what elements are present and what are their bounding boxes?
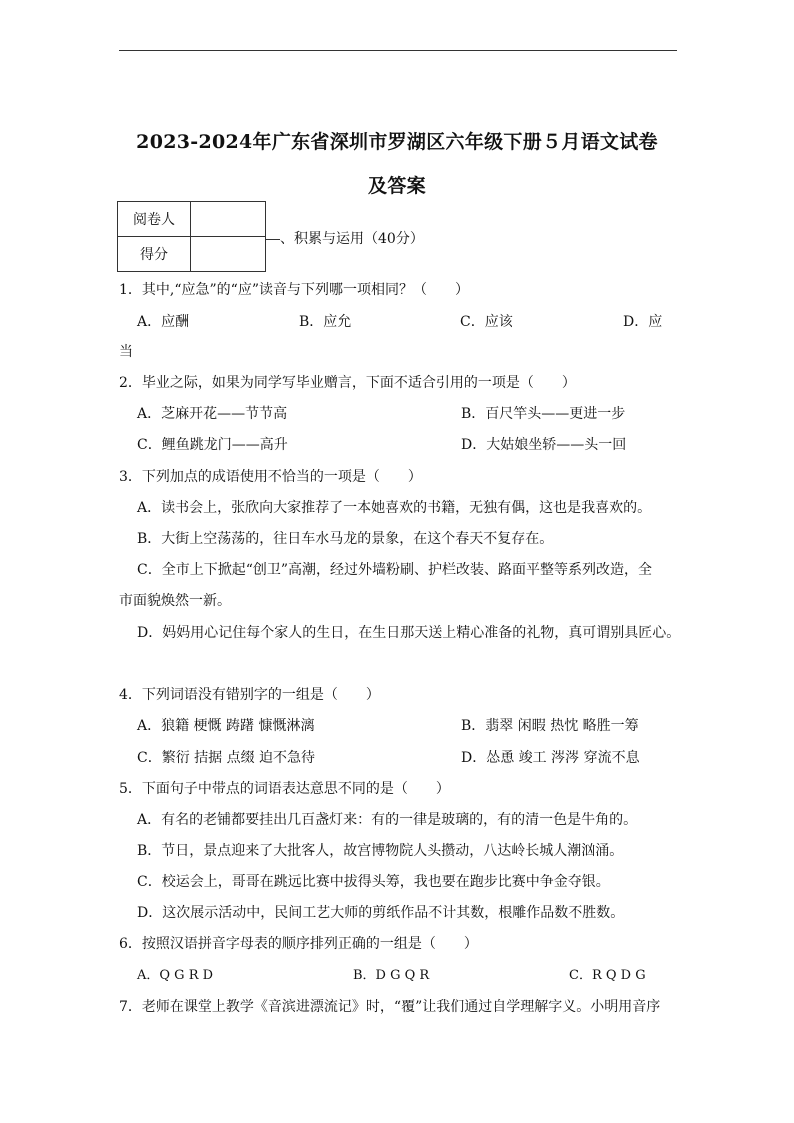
- q1-option-c: C．应该: [460, 314, 513, 330]
- q1-option-b: B．应允: [299, 314, 352, 330]
- q3-stem: 3．下列加点的成语使用不恰当的一项是（ ）: [119, 469, 422, 485]
- q3-option-a: A．读书会上，张欣向大家推荐了一本她喜欢的书籍，无独有偶，这也是我喜欢的。: [137, 500, 652, 516]
- reviewer-label: 阅卷人: [118, 202, 191, 237]
- q5-option-c: C．校运会上，哥哥在跳远比赛中拔得头筹，我也要在跑步比赛中争金夺银。: [137, 874, 610, 890]
- q7-stem: 7．老师在课堂上教学《音滨进漂流记》时，“覆”让我们通过自学理解字义。小明用音序: [119, 999, 661, 1015]
- q1-option-d-cont: 当: [119, 344, 133, 360]
- q1-option-a: A．应酬: [137, 314, 190, 330]
- q2-option-b: B．百尺竿头——更进一步: [461, 406, 626, 422]
- q5-option-d: D．这次展示活动中，民间工艺大师的剪纸作品不计其数，根雕作品数不胜数。: [137, 905, 625, 921]
- q4-option-b: B．翡翠 闲暇 热忱 略胜一筹: [461, 718, 639, 734]
- page-title-cont: 及答案: [368, 175, 426, 197]
- score-label: 得分: [118, 237, 191, 272]
- q2-option-a: A．芝麻开花——节节高: [137, 406, 288, 422]
- score-cell: [191, 237, 266, 272]
- q6-option-a: A．Q G R D: [137, 968, 214, 983]
- q3-option-c: C．全市上下掀起“创卫”高潮，经过外墙粉刷、护栏改装、路面平整等系列改造，全: [137, 562, 653, 578]
- q4-stem: 4．下列词语没有错别字的一组是（ ）: [119, 687, 380, 703]
- q5-stem: 5．下面句子中带点的词语表达意思不同的是（ ）: [119, 781, 450, 797]
- score-table: [117, 201, 266, 272]
- q3-option-d: D．妈妈用心记住每个家人的生日，在生日那天送上精心准备的礼物，真可谓别具匠心。: [137, 625, 681, 641]
- section-heading: [266, 228, 424, 248]
- header-rule: [119, 50, 677, 51]
- q5-option-b: B．节日，景点迎来了大批客人，故宫博物院人头攒动，八达岭长城人潮汹涌。: [137, 843, 624, 859]
- q6-option-b: B．D G Q R: [353, 968, 430, 983]
- q1-stem: 1．其中,“应急”的“应”读音与下列哪一项相同？（ ）: [119, 282, 469, 298]
- q6-option-c: C．R Q D G: [569, 968, 646, 983]
- q6-stem: 6．按照汉语拼音字母表的顺序排列正确的一组是（ ）: [119, 936, 478, 952]
- q3-option-c-cont: 市面貌焕然一新。: [119, 593, 231, 609]
- reviewer-cell: [191, 202, 266, 237]
- q2-stem: 2．毕业之际，如果为同学写毕业赠言，下面不适合引用的一项是（ ）: [119, 375, 576, 391]
- page-title: 2023-2024年广东省深圳市罗湖区六年级下册５月语文试卷: [136, 131, 658, 153]
- q1-option-d: D．应: [623, 314, 663, 330]
- q5-option-a: A．有名的老铺都要挂出几百盏灯来：有的一律是玻璃的，有的清一色是牛角的。: [137, 812, 638, 828]
- q4-option-a: A．狼籍 梗慨 踌躇 慷慨淋漓: [137, 718, 315, 734]
- q4-option-d: D．怂恿 竣工 涔涔 穿流不息: [461, 750, 640, 766]
- q2-option-c: C．鲤鱼跳龙门——高升: [137, 437, 288, 453]
- section-heading-text: 、积累与运用（40分）: [280, 231, 424, 247]
- q3-option-b: B．大街上空荡荡的，往日车水马龙的景象，在这个春天不复存在。: [137, 531, 554, 547]
- q2-option-d: D．大姑娘坐轿——头一回: [461, 437, 627, 453]
- q4-option-c: C．繁衍 拮据 点缀 迫不急待: [137, 750, 316, 766]
